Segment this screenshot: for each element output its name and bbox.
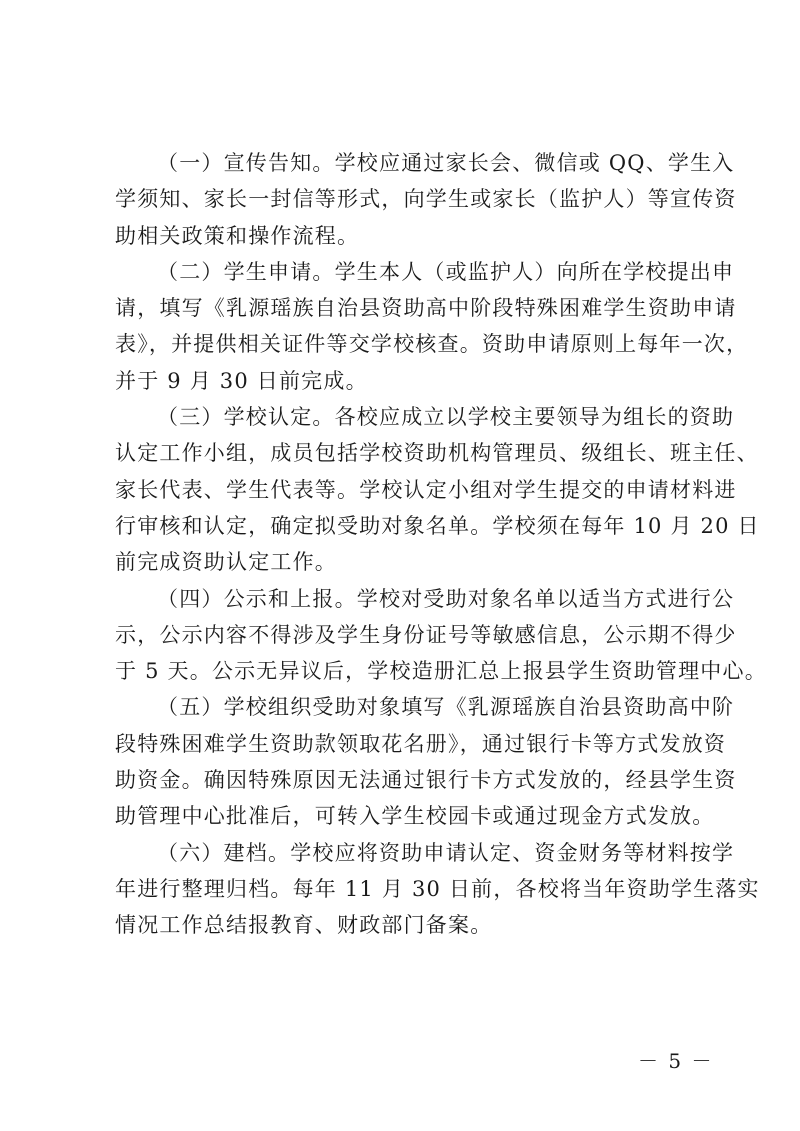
text-line: 年进行整理归档。每年 11 月 30 日前，各校将当年资助学生落实 — [115, 876, 760, 901]
text-line: 家长代表、学生代表等。学校认定小组对学生提交的申请材料进 — [115, 477, 737, 502]
paragraph-publicity — [115, 145, 737, 254]
text-line: （三）学校认定。各校应成立以学校主要领导为组长的资助 — [157, 405, 735, 430]
text-line: 助管理中心批准后，可转入学生校园卡或通过现金方式发放。 — [115, 804, 715, 829]
text-line: 行审核和认定，确定拟受助对象名单。学校须在每年 10 月 20 日 — [115, 513, 760, 538]
paragraph-disbursement — [115, 689, 737, 834]
paragraph-archiving — [115, 835, 760, 944]
text-line: （一）宣传告知。学校应通过家长会、微信或 QQ、学生入 — [157, 151, 735, 175]
text-line: 请，填写《乳源瑶族自治县资助高中阶段特殊困难学生资助申请 — [115, 296, 737, 321]
text-line: 情况工作总结报教育、财政部门备案。 — [115, 913, 493, 938]
text-line: （六）建档。学校应将资助申请认定、资金财务等材料按学 — [157, 840, 735, 865]
paragraph-school-approval — [115, 399, 760, 580]
text-line: 助资金。确因特殊原因无法通过银行卡方式发放的，经县学生资 — [115, 768, 737, 793]
body-text — [115, 145, 767, 944]
text-line: 表》，并提供相关证件等交学校核查。资助申请原则上每年一次， — [115, 332, 749, 357]
text-line: 并于 9 月 30 日前完成。 — [115, 368, 368, 393]
text-line: 前完成资助认定工作。 — [115, 550, 337, 575]
text-line: 认定工作小组，成员包括学校资助机构管理员、级组长、班主任、 — [115, 441, 759, 466]
text-line: 于 5 天。公示无异议后，学校造册汇总上报县学生资助管理中心。 — [115, 659, 767, 684]
text-line: 助相关政策和操作流程。 — [115, 223, 360, 248]
text-line: （二）学生申请。学生本人（或监护人）向所在学校提出申 — [157, 259, 735, 284]
text-line: 段特殊困难学生资助款领取花名册》，通过银行卡等方式发放资 — [115, 731, 727, 756]
text-line: 学须知、家长一封信等形式，向学生或家长（监护人）等宣传资 — [115, 187, 737, 212]
paragraph-public-notice — [115, 581, 767, 690]
paragraph-application — [115, 254, 749, 399]
text-line: 示，公示内容不得涉及学生身份证号等敏感信息，公示期不得少 — [115, 622, 737, 647]
text-line: （四）公示和上报。学校对受助对象名单以适当方式进行公 — [157, 586, 735, 611]
page-number: － 5 － — [638, 1049, 714, 1073]
text-line: （五）学校组织受助对象填写《乳源瑶族自治县资助高中阶 — [157, 695, 735, 720]
